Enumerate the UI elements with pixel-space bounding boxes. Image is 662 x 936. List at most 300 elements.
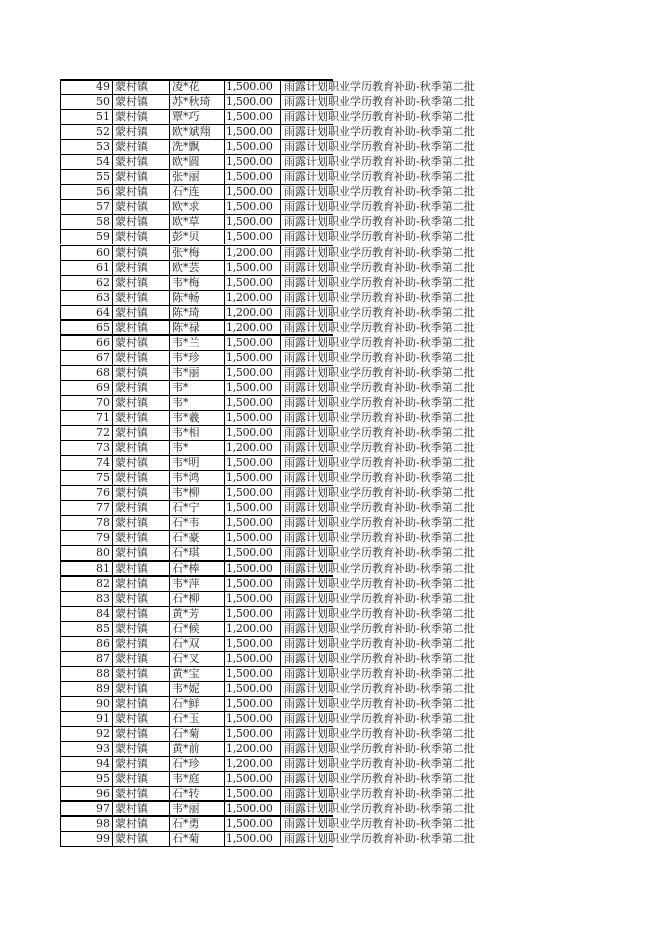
town-cell: 蒙村镇 — [113, 501, 170, 515]
row-number: 68 — [60, 366, 113, 380]
row-number: 56 — [60, 185, 113, 199]
table-row — [60, 516, 475, 531]
amount-cell: 1,500.00 — [225, 516, 281, 530]
name-cell: 韦*梅 — [170, 276, 225, 290]
town-cell: 蒙村镇 — [113, 336, 170, 350]
town-cell: 蒙村镇 — [113, 351, 170, 365]
name-cell: 韦*珍 — [170, 351, 225, 365]
table-row — [60, 832, 475, 847]
description-cell: 雨露计划职业学历教育补助-秋季第二批 — [284, 501, 475, 515]
table-row — [60, 320, 475, 336]
amount-cell: 1,500.00 — [225, 531, 281, 545]
description-cell: 雨露计划职业学历教育补助-秋季第二批 — [284, 411, 475, 425]
amount-cell: 1,500.00 — [225, 607, 281, 621]
name-cell: 石*转 — [170, 787, 225, 801]
description-cell: 雨露计划职业学历教育补助-秋季第二批 — [284, 185, 475, 199]
name-cell: 石*琪 — [170, 546, 225, 560]
table-row — [60, 395, 475, 411]
name-cell: 石*棒 — [170, 562, 225, 576]
row-number: 54 — [60, 155, 113, 169]
table-row — [60, 742, 475, 757]
row-number: 62 — [60, 276, 113, 290]
row-number: 84 — [60, 607, 113, 621]
description-cell: 雨露计划职业学历教育补助-秋季第二批 — [284, 350, 475, 364]
name-cell: 陈*琦 — [170, 306, 225, 320]
town-cell: 蒙村镇 — [113, 787, 170, 801]
name-cell: 石*宁 — [170, 501, 225, 515]
table-row — [60, 350, 475, 366]
name-cell: 张*梅 — [170, 246, 225, 260]
amount-cell: 1,500.00 — [225, 230, 281, 244]
amount-cell: 1,500.00 — [225, 200, 281, 214]
name-cell: 冼*飘 — [170, 140, 225, 154]
description-cell: 雨露计划职业学历教育补助-秋季第二批 — [284, 606, 475, 620]
amount-cell: 1,500.00 — [225, 95, 281, 109]
amount-cell: 1,500.00 — [225, 832, 281, 846]
table-row — [60, 711, 475, 727]
amount-cell: 1,500.00 — [225, 110, 281, 124]
town-cell: 蒙村镇 — [113, 110, 170, 124]
table-row — [60, 260, 475, 276]
description-cell: 雨露计划职业学历教育补助-秋季第二批 — [284, 832, 475, 846]
table-row — [60, 681, 475, 697]
name-cell: 石*叉 — [170, 652, 225, 666]
row-number: 88 — [60, 667, 113, 681]
town-cell: 蒙村镇 — [113, 546, 170, 560]
name-cell: 凌*花 — [170, 80, 225, 94]
town-cell: 蒙村镇 — [113, 321, 170, 335]
amount-cell: 1,200.00 — [225, 246, 281, 260]
town-cell: 蒙村镇 — [113, 592, 170, 606]
amount-cell: 1,500.00 — [225, 351, 281, 365]
row-number: 74 — [60, 456, 113, 470]
description-cell: 雨露计划职业学历教育补助-秋季第二批 — [284, 95, 475, 109]
row-number: 70 — [60, 396, 113, 410]
description-cell: 雨露计划职业学历教育补助-秋季第二批 — [284, 441, 475, 455]
row-number: 79 — [60, 531, 113, 545]
description-cell: 雨露计划职业学历教育补助-秋季第二批 — [284, 380, 475, 394]
row-number: 85 — [60, 622, 113, 636]
name-cell: 石*勇 — [170, 817, 225, 831]
description-cell: 雨露计划职业学历教育补助-秋季第二批 — [284, 215, 475, 229]
name-cell: 石*菊 — [170, 727, 225, 741]
table-row — [60, 230, 475, 245]
amount-cell: 1,500.00 — [225, 546, 281, 560]
name-cell: 欧*斌翔 — [170, 125, 225, 139]
amount-cell: 1,500.00 — [225, 366, 281, 380]
row-number: 66 — [60, 336, 113, 350]
amount-cell: 1,500.00 — [225, 486, 281, 500]
town-cell: 蒙村镇 — [113, 562, 170, 576]
amount-cell: 1,200.00 — [225, 291, 281, 305]
town-cell: 蒙村镇 — [113, 215, 170, 229]
amount-cell: 1,500.00 — [225, 155, 281, 169]
name-cell: 黄*前 — [170, 742, 225, 756]
amount-cell: 1,500.00 — [225, 667, 281, 681]
description-cell: 雨露计划职业学历教育补助-秋季第二批 — [284, 486, 475, 500]
amount-cell: 1,500.00 — [225, 712, 281, 726]
table-row — [60, 170, 475, 185]
town-cell: 蒙村镇 — [113, 712, 170, 726]
name-cell: 韦*丽 — [170, 802, 225, 816]
amount-cell: 1,500.00 — [225, 772, 281, 786]
town-cell: 蒙村镇 — [113, 531, 170, 545]
table-row — [60, 802, 475, 817]
row-number: 73 — [60, 441, 113, 455]
name-cell: 韦*丽 — [170, 366, 225, 380]
town-cell: 蒙村镇 — [113, 577, 170, 591]
description-cell: 雨露计划职业学历教育补助-秋季第二批 — [284, 546, 475, 560]
description-cell: 雨露计划职业学历教育补助-秋季第二批 — [284, 456, 475, 470]
name-cell: 欧*圆 — [170, 155, 225, 169]
name-cell: 黄*宝 — [170, 667, 225, 681]
amount-cell: 1,500.00 — [225, 170, 281, 184]
row-number: 92 — [60, 727, 113, 741]
table-row — [60, 787, 475, 802]
description-cell: 雨露计划职业学历教育补助-秋季第二批 — [284, 395, 475, 409]
name-cell: 韦* — [170, 381, 225, 395]
row-number: 96 — [60, 787, 113, 801]
row-number: 77 — [60, 501, 113, 515]
name-cell: 石*候 — [170, 622, 225, 636]
row-number: 65 — [60, 321, 113, 335]
table-row — [60, 531, 475, 546]
description-cell: 雨露计划职业学历教育补助-秋季第二批 — [284, 80, 475, 93]
row-number: 98 — [60, 817, 113, 831]
town-cell: 蒙村镇 — [113, 291, 170, 305]
description-cell: 雨露计划职业学历教育补助-秋季第二批 — [284, 200, 475, 214]
name-cell: 张*丽 — [170, 170, 225, 184]
row-number: 59 — [60, 230, 113, 244]
row-number: 75 — [60, 471, 113, 485]
amount-cell: 1,500.00 — [225, 261, 281, 275]
town-cell: 蒙村镇 — [113, 607, 170, 621]
description-cell: 雨露计划职业学历教育补助-秋季第二批 — [284, 170, 475, 184]
amount-cell: 1,500.00 — [225, 396, 281, 410]
table-row — [60, 486, 475, 501]
amount-cell: 1,500.00 — [225, 802, 281, 816]
table-row — [60, 365, 475, 381]
name-cell: 韦*鸿 — [170, 471, 225, 485]
amount-cell: 1,500.00 — [225, 456, 281, 470]
row-number: 87 — [60, 652, 113, 666]
amount-cell: 1,500.00 — [225, 125, 281, 139]
name-cell: 石*玉 — [170, 712, 225, 726]
amount-cell: 1,500.00 — [225, 592, 281, 606]
table-row — [60, 380, 475, 396]
row-number: 72 — [60, 426, 113, 440]
description-cell: 雨露计划职业学历教育补助-秋季第二批 — [284, 335, 475, 349]
amount-cell: 1,500.00 — [225, 411, 281, 425]
row-number: 93 — [60, 742, 113, 756]
amount-cell: 1,500.00 — [225, 276, 281, 290]
row-number: 69 — [60, 381, 113, 395]
town-cell: 蒙村镇 — [113, 456, 170, 470]
description-cell: 雨露计划职业学历教育补助-秋季第二批 — [284, 110, 475, 124]
town-cell: 蒙村镇 — [113, 426, 170, 440]
row-number: 58 — [60, 215, 113, 229]
town-cell: 蒙村镇 — [113, 832, 170, 846]
town-cell: 蒙村镇 — [113, 396, 170, 410]
town-cell: 蒙村镇 — [113, 727, 170, 741]
table-row — [60, 757, 475, 772]
table-row — [60, 215, 475, 230]
town-cell: 蒙村镇 — [113, 411, 170, 425]
description-cell: 雨露计划职业学历教育补助-秋季第二批 — [284, 651, 475, 665]
description-cell: 雨露计划职业学历教育补助-秋季第二批 — [284, 155, 475, 169]
row-number: 80 — [60, 546, 113, 560]
description-cell: 雨露计划职业学历教育补助-秋季第二批 — [284, 290, 475, 304]
town-cell: 蒙村镇 — [113, 155, 170, 169]
town-cell: 蒙村镇 — [113, 125, 170, 139]
town-cell: 蒙村镇 — [113, 261, 170, 275]
description-cell: 雨露计划职业学历教育补助-秋季第二批 — [284, 561, 475, 575]
description-cell: 雨露计划职业学历教育补助-秋季第二批 — [284, 426, 475, 440]
row-number: 64 — [60, 306, 113, 320]
description-cell: 雨露计划职业学历教育补助-秋季第二批 — [284, 365, 475, 379]
row-number: 49 — [60, 80, 113, 94]
table-row — [60, 305, 475, 321]
amount-cell: 1,500.00 — [225, 80, 281, 94]
row-number: 81 — [60, 562, 113, 576]
row-number: 91 — [60, 712, 113, 726]
amount-cell: 1,500.00 — [225, 682, 281, 696]
name-cell: 石*柳 — [170, 592, 225, 606]
table-row — [60, 727, 475, 742]
amount-cell: 1,200.00 — [225, 757, 281, 771]
name-cell: 石*珍 — [170, 757, 225, 771]
town-cell: 蒙村镇 — [113, 230, 170, 244]
amount-cell: 1,500.00 — [225, 697, 281, 711]
description-cell: 雨露计划职业学历教育补助-秋季第二批 — [284, 787, 475, 801]
name-cell: 欧*芸 — [170, 261, 225, 275]
amount-cell: 1,200.00 — [225, 742, 281, 756]
table-row — [60, 125, 475, 140]
amount-cell: 1,500.00 — [225, 637, 281, 651]
row-number: 82 — [60, 577, 113, 591]
name-cell: 彭*贝 — [170, 230, 225, 244]
town-cell: 蒙村镇 — [113, 200, 170, 214]
table-row — [60, 290, 475, 306]
table-row — [60, 110, 475, 125]
name-cell: 黄*芳 — [170, 607, 225, 621]
town-cell: 蒙村镇 — [113, 80, 170, 94]
table-row — [60, 335, 475, 351]
table-row — [60, 185, 475, 200]
description-cell: 雨露计划职业学历教育补助-秋季第二批 — [284, 681, 475, 695]
row-number: 60 — [60, 246, 113, 260]
table-row — [60, 696, 475, 712]
description-cell: 雨露计划职业学历教育补助-秋季第二批 — [284, 727, 475, 741]
row-number: 78 — [60, 516, 113, 530]
name-cell: 石*菊 — [170, 832, 225, 846]
town-cell: 蒙村镇 — [113, 95, 170, 109]
description-cell: 雨露计划职业学历教育补助-秋季第二批 — [284, 621, 475, 635]
name-cell: 陈*畅 — [170, 291, 225, 305]
table-row — [60, 456, 475, 471]
name-cell: 石*鲜 — [170, 697, 225, 711]
description-cell: 雨露计划职业学历教育补助-秋季第二批 — [284, 260, 475, 274]
town-cell: 蒙村镇 — [113, 757, 170, 771]
row-number: 86 — [60, 637, 113, 651]
table-row — [60, 471, 475, 486]
town-cell: 蒙村镇 — [113, 185, 170, 199]
row-number: 99 — [60, 832, 113, 846]
town-cell: 蒙村镇 — [113, 772, 170, 786]
row-number: 63 — [60, 291, 113, 305]
table-row — [60, 606, 475, 622]
row-number: 55 — [60, 170, 113, 184]
table-row — [60, 772, 475, 787]
name-cell: 韦*兰 — [170, 336, 225, 350]
description-cell: 雨露计划职业学历教育补助-秋季第二批 — [284, 666, 475, 680]
table-row — [60, 441, 475, 456]
row-number: 50 — [60, 95, 113, 109]
row-number: 57 — [60, 200, 113, 214]
name-cell: 韦* — [170, 441, 225, 455]
name-cell: 韦*明 — [170, 456, 225, 470]
description-cell: 雨露计划职业学历教育补助-秋季第二批 — [284, 305, 475, 319]
description-cell: 雨露计划职业学历教育补助-秋季第二批 — [284, 230, 475, 244]
row-number: 67 — [60, 351, 113, 365]
town-cell: 蒙村镇 — [113, 622, 170, 636]
description-cell: 雨露计划职业学历教育补助-秋季第二批 — [284, 711, 475, 725]
row-number: 90 — [60, 697, 113, 711]
table-row — [60, 275, 475, 291]
table-row — [60, 651, 475, 667]
amount-cell: 1,200.00 — [225, 441, 281, 455]
description-cell: 雨露计划职业学历教育补助-秋季第二批 — [284, 636, 475, 650]
row-number: 94 — [60, 757, 113, 771]
description-cell: 雨露计划职业学历教育补助-秋季第二批 — [284, 696, 475, 710]
subsidy-table — [60, 80, 475, 847]
town-cell: 蒙村镇 — [113, 742, 170, 756]
name-cell: 石*双 — [170, 637, 225, 651]
town-cell: 蒙村镇 — [113, 486, 170, 500]
description-cell: 雨露计划职业学历教育补助-秋季第二批 — [284, 140, 475, 154]
town-cell: 蒙村镇 — [113, 276, 170, 290]
table-row — [60, 576, 475, 592]
description-cell: 雨露计划职业学历教育补助-秋季第二批 — [284, 802, 475, 816]
town-cell: 蒙村镇 — [113, 140, 170, 154]
name-cell: 苏*秋琦 — [170, 95, 225, 109]
amount-cell: 1,500.00 — [225, 215, 281, 229]
row-number: 52 — [60, 125, 113, 139]
table-row — [60, 501, 475, 516]
description-cell: 雨露计划职业学历教育补助-秋季第二批 — [284, 817, 475, 831]
town-cell: 蒙村镇 — [113, 637, 170, 651]
table-row — [60, 80, 475, 95]
amount-cell: 1,200.00 — [225, 306, 281, 320]
name-cell: 欧*草 — [170, 215, 225, 229]
town-cell: 蒙村镇 — [113, 381, 170, 395]
amount-cell: 1,500.00 — [225, 787, 281, 801]
town-cell: 蒙村镇 — [113, 246, 170, 260]
table-row — [60, 666, 475, 682]
town-cell: 蒙村镇 — [113, 802, 170, 816]
table-row — [60, 636, 475, 652]
amount-cell: 1,500.00 — [225, 577, 281, 591]
name-cell: 陈*禄 — [170, 321, 225, 335]
row-number: 76 — [60, 486, 113, 500]
table-row — [60, 591, 475, 607]
description-cell: 雨露计划职业学历教育补助-秋季第二批 — [284, 576, 475, 590]
name-cell: 韦* — [170, 396, 225, 410]
row-number: 89 — [60, 682, 113, 696]
name-cell: 石*韦 — [170, 516, 225, 530]
amount-cell: 1,500.00 — [225, 652, 281, 666]
description-cell: 雨露计划职业学历教育补助-秋季第二批 — [284, 471, 475, 485]
row-number: 83 — [60, 592, 113, 606]
town-cell: 蒙村镇 — [113, 697, 170, 711]
town-cell: 蒙村镇 — [113, 366, 170, 380]
amount-cell: 1,200.00 — [225, 321, 281, 335]
amount-cell: 1,500.00 — [225, 140, 281, 154]
row-number: 51 — [60, 110, 113, 124]
description-cell: 雨露计划职业学历教育补助-秋季第二批 — [284, 757, 475, 771]
town-cell: 蒙村镇 — [113, 306, 170, 320]
name-cell: 韦*庭 — [170, 772, 225, 786]
description-cell: 雨露计划职业学历教育补助-秋季第二批 — [284, 516, 475, 530]
table-row — [60, 245, 475, 261]
town-cell: 蒙村镇 — [113, 652, 170, 666]
town-cell: 蒙村镇 — [113, 817, 170, 831]
description-cell: 雨露计划职业学历教育补助-秋季第二批 — [284, 320, 475, 334]
table-row — [60, 200, 475, 215]
row-number: 97 — [60, 802, 113, 816]
amount-cell: 1,500.00 — [225, 381, 281, 395]
name-cell: 覃*巧 — [170, 110, 225, 124]
amount-cell: 1,500.00 — [225, 562, 281, 576]
name-cell: 韦*妮 — [170, 682, 225, 696]
description-cell: 雨露计划职业学历教育补助-秋季第二批 — [284, 772, 475, 786]
amount-cell: 1,200.00 — [225, 622, 281, 636]
description-cell: 雨露计划职业学历教育补助-秋季第二批 — [284, 742, 475, 756]
description-cell: 雨露计划职业学历教育补助-秋季第二批 — [284, 245, 475, 259]
town-cell: 蒙村镇 — [113, 682, 170, 696]
name-cell: 韦*萍 — [170, 577, 225, 591]
table-row — [60, 155, 475, 170]
description-cell: 雨露计划职业学历教育补助-秋季第二批 — [284, 125, 475, 139]
table-row — [60, 426, 475, 441]
town-cell: 蒙村镇 — [113, 170, 170, 184]
town-cell: 蒙村镇 — [113, 471, 170, 485]
table-row — [60, 411, 475, 426]
table-row — [60, 140, 475, 155]
row-number: 71 — [60, 411, 113, 425]
name-cell: 石*连 — [170, 185, 225, 199]
amount-cell: 1,500.00 — [225, 426, 281, 440]
town-cell: 蒙村镇 — [113, 667, 170, 681]
town-cell: 蒙村镇 — [113, 516, 170, 530]
name-cell: 韦*相 — [170, 426, 225, 440]
table-row — [60, 817, 475, 832]
table-row — [60, 546, 475, 561]
description-cell: 雨露计划职业学历教育补助-秋季第二批 — [284, 531, 475, 545]
row-number: 61 — [60, 261, 113, 275]
amount-cell: 1,500.00 — [225, 501, 281, 515]
amount-cell: 1,500.00 — [225, 185, 281, 199]
amount-cell: 1,500.00 — [225, 817, 281, 831]
table-row — [60, 621, 475, 637]
description-cell: 雨露计划职业学历教育补助-秋季第二批 — [284, 591, 475, 605]
town-cell: 蒙村镇 — [113, 441, 170, 455]
name-cell: 韦*羲 — [170, 411, 225, 425]
description-cell: 雨露计划职业学历教育补助-秋季第二批 — [284, 275, 475, 289]
amount-cell: 1,500.00 — [225, 471, 281, 485]
row-number: 95 — [60, 772, 113, 786]
amount-cell: 1,500.00 — [225, 336, 281, 350]
